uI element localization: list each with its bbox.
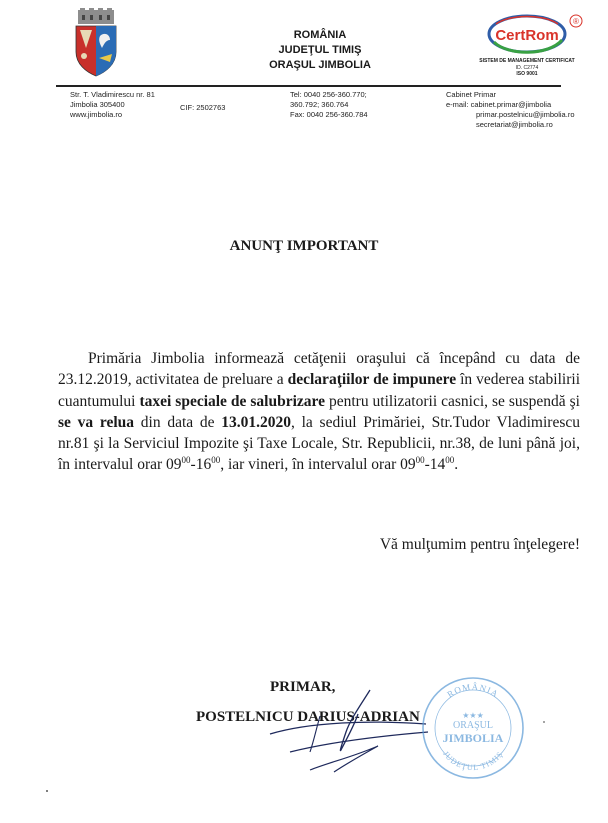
scan-speck [543, 721, 545, 723]
stamp-middle-2: JIMBOLIA [442, 731, 504, 745]
body-part: -14 [424, 456, 446, 474]
header-town: ORAŞUL JIMBOLIA [269, 59, 371, 71]
email-line-3: secretariat@jimbolia.ro [476, 120, 553, 129]
svg-text:JUDEŢUL TIMIŞ [441, 749, 505, 772]
thanks-line: Vă mulţumim pentru înţelegere! [379, 536, 580, 553]
body-part: Primăria Jimbolia informează cetăţenii oraşului că începând cu data de 23.12.2019, activitatea de preluare a [58, 350, 580, 389]
superscript: 00 [181, 455, 191, 466]
signatory-name: POSTELNICU DARIUS-ADRIAN [196, 709, 420, 725]
notice-title: ANUNŢ IMPORTANT [229, 238, 379, 254]
cert-line-1: SISTEM DE MANAGEMENT CERTIFICAT [479, 58, 575, 64]
contact-phone [290, 90, 368, 120]
body-part: , la sediul Primăriei, Str.Tudor Vladimirescu nr.81 şi la Serviciul Impozite şi Taxe Locale, Str. Republicii, nr.38, de luni până joi, în intervalul orar 09 [58, 413, 580, 474]
email-line-1: e-mail: cabinet.primar@jimbolia [446, 100, 552, 109]
stamp-top-text: ROMÂNIA [445, 681, 501, 700]
tel-line-2: 360.792; 360.764 [290, 100, 349, 109]
jimbolia-coat-of-arms [70, 8, 122, 78]
signatory-role: PRIMAR, [270, 679, 336, 695]
stamp-bottom-text: JUDEŢUL TIMIŞ [441, 749, 505, 773]
body-bold: 13.01.2020 [221, 413, 291, 431]
superscript: 00 [211, 455, 221, 466]
handwritten-signature [250, 686, 440, 778]
email-line-2: primar.postelnicu@jimbolia.ro [476, 110, 575, 119]
header-country: ROMÂNIA [293, 29, 347, 41]
body-part: , iar vineri, în intervalul orar 09 [220, 456, 416, 474]
tel-line-1: Tel: 0040 256-360.770; [290, 90, 367, 99]
contact-cif [180, 103, 225, 113]
contact-address [70, 90, 155, 120]
website: www.jimbolia.ro [70, 110, 123, 119]
body-bold: declaraţiilor de impunere [287, 371, 457, 389]
cert-line-3: ISO 9001 [516, 71, 538, 77]
scan-speck [46, 790, 48, 792]
contact-email [446, 90, 575, 130]
body-bold: taxei speciale de salubrizare [139, 392, 326, 410]
cif: CIF: 2502763 [180, 103, 226, 112]
cabinet-label: Cabinet Primar [446, 90, 497, 99]
cert-line-2: ID. C2774 [515, 64, 539, 71]
header-institution [220, 28, 420, 73]
header-divider [56, 85, 561, 87]
body-part: . [454, 456, 459, 474]
superscript: 00 [415, 455, 425, 466]
official-stamp [417, 672, 529, 784]
header-county: JUDEŢUL TIMIŞ [278, 44, 362, 56]
body-part: -16 [190, 456, 212, 474]
registered-mark: ® [573, 17, 579, 26]
address-line-1: Str. T. Vladimirescu nr. 81 [70, 90, 155, 99]
address-line-2: Jimbolia 305400 [70, 100, 125, 109]
body-part: din data de [134, 413, 222, 431]
svg-text:★★★: ★★★ [462, 711, 484, 720]
svg-text:ROMÂNIA [445, 682, 500, 700]
body-bold: se va relua [58, 413, 135, 431]
superscript: 00 [445, 455, 455, 466]
certification-caption [478, 58, 576, 78]
notice-body [58, 348, 580, 476]
body-part: în vederea stabilirii cuantumului [58, 371, 580, 410]
fax: Fax: 0040 256-360.784 [290, 110, 368, 119]
certrom-logo-text: CertRom [495, 27, 559, 44]
body-part: pentru utilizatorii casnici, se suspendă şi [325, 392, 580, 410]
stamp-middle-1: ORAŞUL [452, 720, 494, 731]
